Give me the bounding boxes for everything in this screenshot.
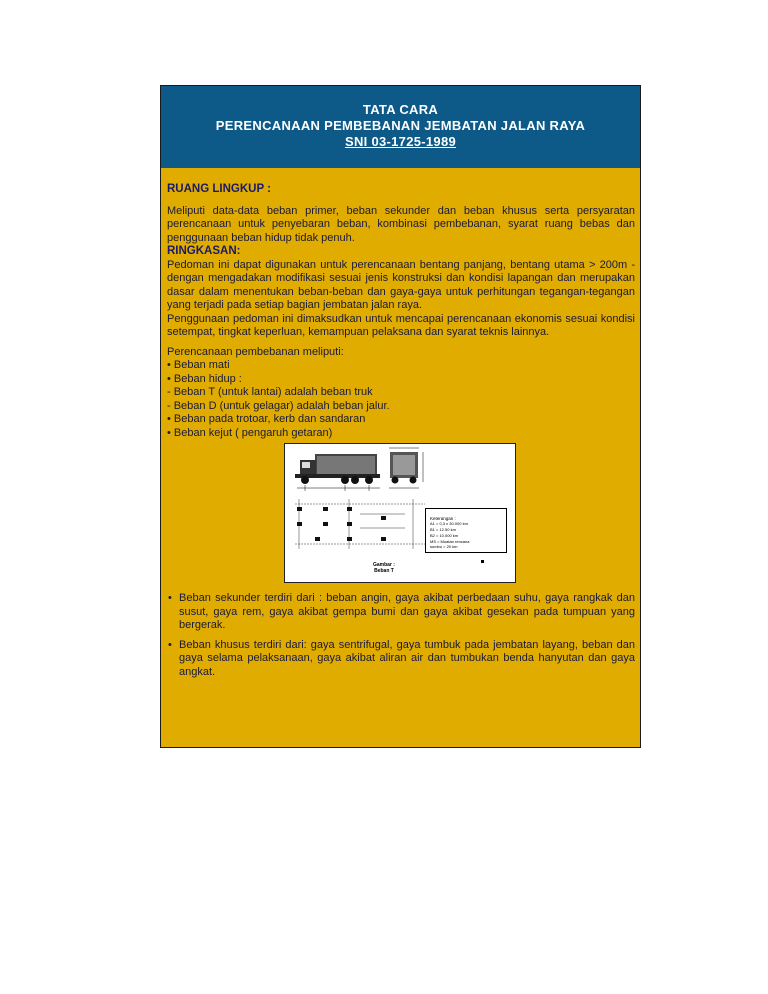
content-body bbox=[161, 168, 640, 679]
document-card bbox=[160, 85, 641, 748]
title-line-2: PERENCANAAN PEMBEBANAN JEMBATAN JALAN RAYA bbox=[215, 118, 586, 133]
list-item: • Beban kejut ( pengaruh getaran) bbox=[167, 426, 333, 439]
legend-row: sumbu = 20 km bbox=[430, 544, 458, 549]
legend-row: B2 = 10.000 km bbox=[430, 533, 459, 538]
ringkasan-heading: RINGKASAN: bbox=[167, 245, 241, 257]
bullet-text: Beban sekunder terdiri dari : beban angin, gaya akibat perbedaan suhu, gaya rangkak dan susut, gaya rem, gaya akibat gempa bumi dan gaya akibat gesekan pada tumpuan yang bergerak. bbox=[179, 592, 635, 631]
ruang-lingkup-text: Meliputi data-data beban primer, beban sekunder dan beban khusus serta persyaratan perencanaan untuk penyebaran beban, kombinasi pembebanan, syarat ruang bebas dan penggunaan beban hidup tidak penuh. bbox=[167, 204, 635, 244]
list-item: • Beban pada trotoar, kerb dan sandaran bbox=[167, 413, 366, 425]
list-item: • Beban mati bbox=[167, 359, 230, 371]
figure-caption bbox=[373, 562, 395, 574]
title-line-1: TATA CARA bbox=[362, 102, 439, 117]
caption-line-1: Gambar : bbox=[373, 562, 395, 568]
legend-row: B1 = 12.50 km bbox=[430, 527, 456, 532]
legend-row: MS = Muatan rencana bbox=[430, 539, 470, 544]
truck-load-figure bbox=[284, 443, 516, 583]
title-banner bbox=[161, 86, 640, 168]
pembebanan-intro: Perencanaan pembebanan meliputi: bbox=[167, 345, 344, 358]
ringkasan-text-2: Penggunaan pedoman ini dimaksudkan untuk mencapai perencanaan ekonomis sesuai kondisi setempat, tingkat keperluan, kemampuan pelaksana dan syarat teknis lainnya. bbox=[167, 312, 635, 338]
legend-title: Keterangan : bbox=[430, 516, 456, 521]
bullet-text: Beban khusus terdiri dari: gaya sentrifugal, gaya tumbuk pada jembatan layang, beban dan gaya selama pelaksanaan, gaya akibat aliran air dan tumbukan benda hanyutan dan gaya angkat. bbox=[179, 638, 635, 678]
figure-legend bbox=[425, 508, 507, 553]
standard-code: SNI 03-1725-1989 bbox=[344, 134, 457, 149]
bullet-icon: • bbox=[168, 638, 172, 651]
list-item: • Beban hidup : bbox=[167, 372, 242, 385]
bullet-icon: • bbox=[168, 592, 172, 604]
list-item: - Beban T (untuk lantai) adalah beban truk bbox=[167, 386, 373, 398]
bullet-item-sekunder bbox=[167, 592, 635, 633]
caption-line-2: Beban T bbox=[374, 568, 394, 574]
bullet-item-khusus bbox=[167, 639, 635, 680]
ruang-lingkup-heading: RUANG LINGKUP : bbox=[167, 183, 271, 195]
bullet-list bbox=[167, 592, 635, 679]
list-item: - Beban D (untuk gelagar) adalah beban jalur. bbox=[167, 399, 390, 412]
ringkasan-text-1: Pedoman ini dapat digunakan untuk perencanaan bentang panjang, bentang utama > 200m - dengan mengadakan modifikasi sesuai jenis konstruksi dan kondisi lapangan dan merupakan dasar dalam menentukan beban-beban dan gaya-gaya untuk perhitungan tegangan-tegangan yang terjadi pada setiap bagian jembatan jalan raya. bbox=[167, 258, 635, 311]
legend-row: A1 = 0,3 x 30.000 km bbox=[430, 521, 468, 526]
